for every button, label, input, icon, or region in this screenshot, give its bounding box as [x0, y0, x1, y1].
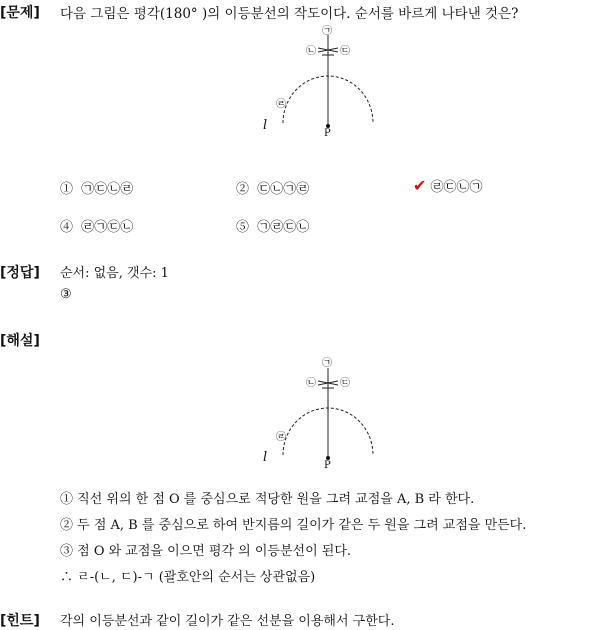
explanation-conclusion: ∴ ㄹ-(ㄴ, ㄷ)-ㄱ (괄호안의 순서는 상관없음) [60, 570, 316, 585]
choice-2-text: ㉢㉡㉠㉣ [257, 182, 310, 197]
fig2-label-line: l [263, 450, 268, 465]
choice-4[interactable] [60, 216, 133, 235]
fig1-label-left: ㉡ [306, 46, 316, 57]
fig1-label-arc: ㉣ [276, 99, 286, 110]
choice-3[interactable] [413, 176, 483, 195]
fig1-label-line: l [263, 118, 268, 133]
choice-5-num: ⑤ [236, 220, 250, 235]
answer-line-1: 순서: 없음, 갯수: 1 [60, 266, 169, 281]
semicircle-arc [283, 76, 373, 123]
answer-tag: [정답] [0, 265, 40, 281]
choice-5-text: ㉠㉣㉢㉡ [257, 220, 310, 235]
cross-arc-1 [318, 48, 338, 52]
choice-5[interactable] [236, 216, 309, 235]
fig2-label-arc: ㉣ [276, 432, 286, 443]
choice-1[interactable] [60, 178, 133, 197]
choice-1-num: ① [60, 182, 74, 197]
cross-arc-2 [318, 48, 338, 52]
choice-2[interactable] [236, 178, 309, 197]
choice-3-text: ㉣㉢㉡㉠ [430, 180, 483, 195]
fig1-label-right: ㉢ [340, 46, 350, 57]
choice-4-num: ④ [60, 220, 74, 235]
fig2-label-left: ㉡ [306, 378, 316, 389]
fig1-label-point: P [324, 128, 331, 139]
problem-question: 다음 그림은 평각(180° )의 이등분선의 작도이다. 순서를 바르게 나타낸 것은? [60, 6, 519, 22]
explanation-step-2: ② 두 점 A, B 를 중심으로 하여 반지름의 길이가 같은 두 원을 그려 교점을 만든다. [60, 518, 527, 533]
fig2-label-top: ㉠ [322, 358, 332, 369]
explanation-step-1: ① 직선 위의 한 점 O 를 중심으로 적당한 원을 그려 교점을 A, B 라 한다. [60, 492, 475, 507]
problem-tag: [문제] [0, 5, 40, 21]
hint-tag: [힌트] [0, 613, 40, 629]
explanation-step-3: ③ 점 O 와 교점을 이으면 평각 의 이등분선이 된다. [60, 544, 352, 559]
fig2-label-right: ㉢ [340, 378, 350, 389]
checkmark-icon: ✔ [413, 176, 427, 195]
hint-text: 각의 이등분선과 같이 길이가 같은 선분을 이용해서 구한다. [60, 614, 395, 629]
choice-4-text: ㉣㉠㉢㉡ [81, 220, 134, 235]
answer-line-2: ③ [60, 287, 72, 302]
choice-1-text: ㉠㉢㉡㉣ [81, 182, 134, 197]
choice-2-num: ② [236, 182, 250, 197]
explanation-tag: [해설] [0, 333, 40, 349]
fig2-label-point: P [324, 460, 331, 471]
fig1-label-top: ㉠ [322, 26, 332, 37]
